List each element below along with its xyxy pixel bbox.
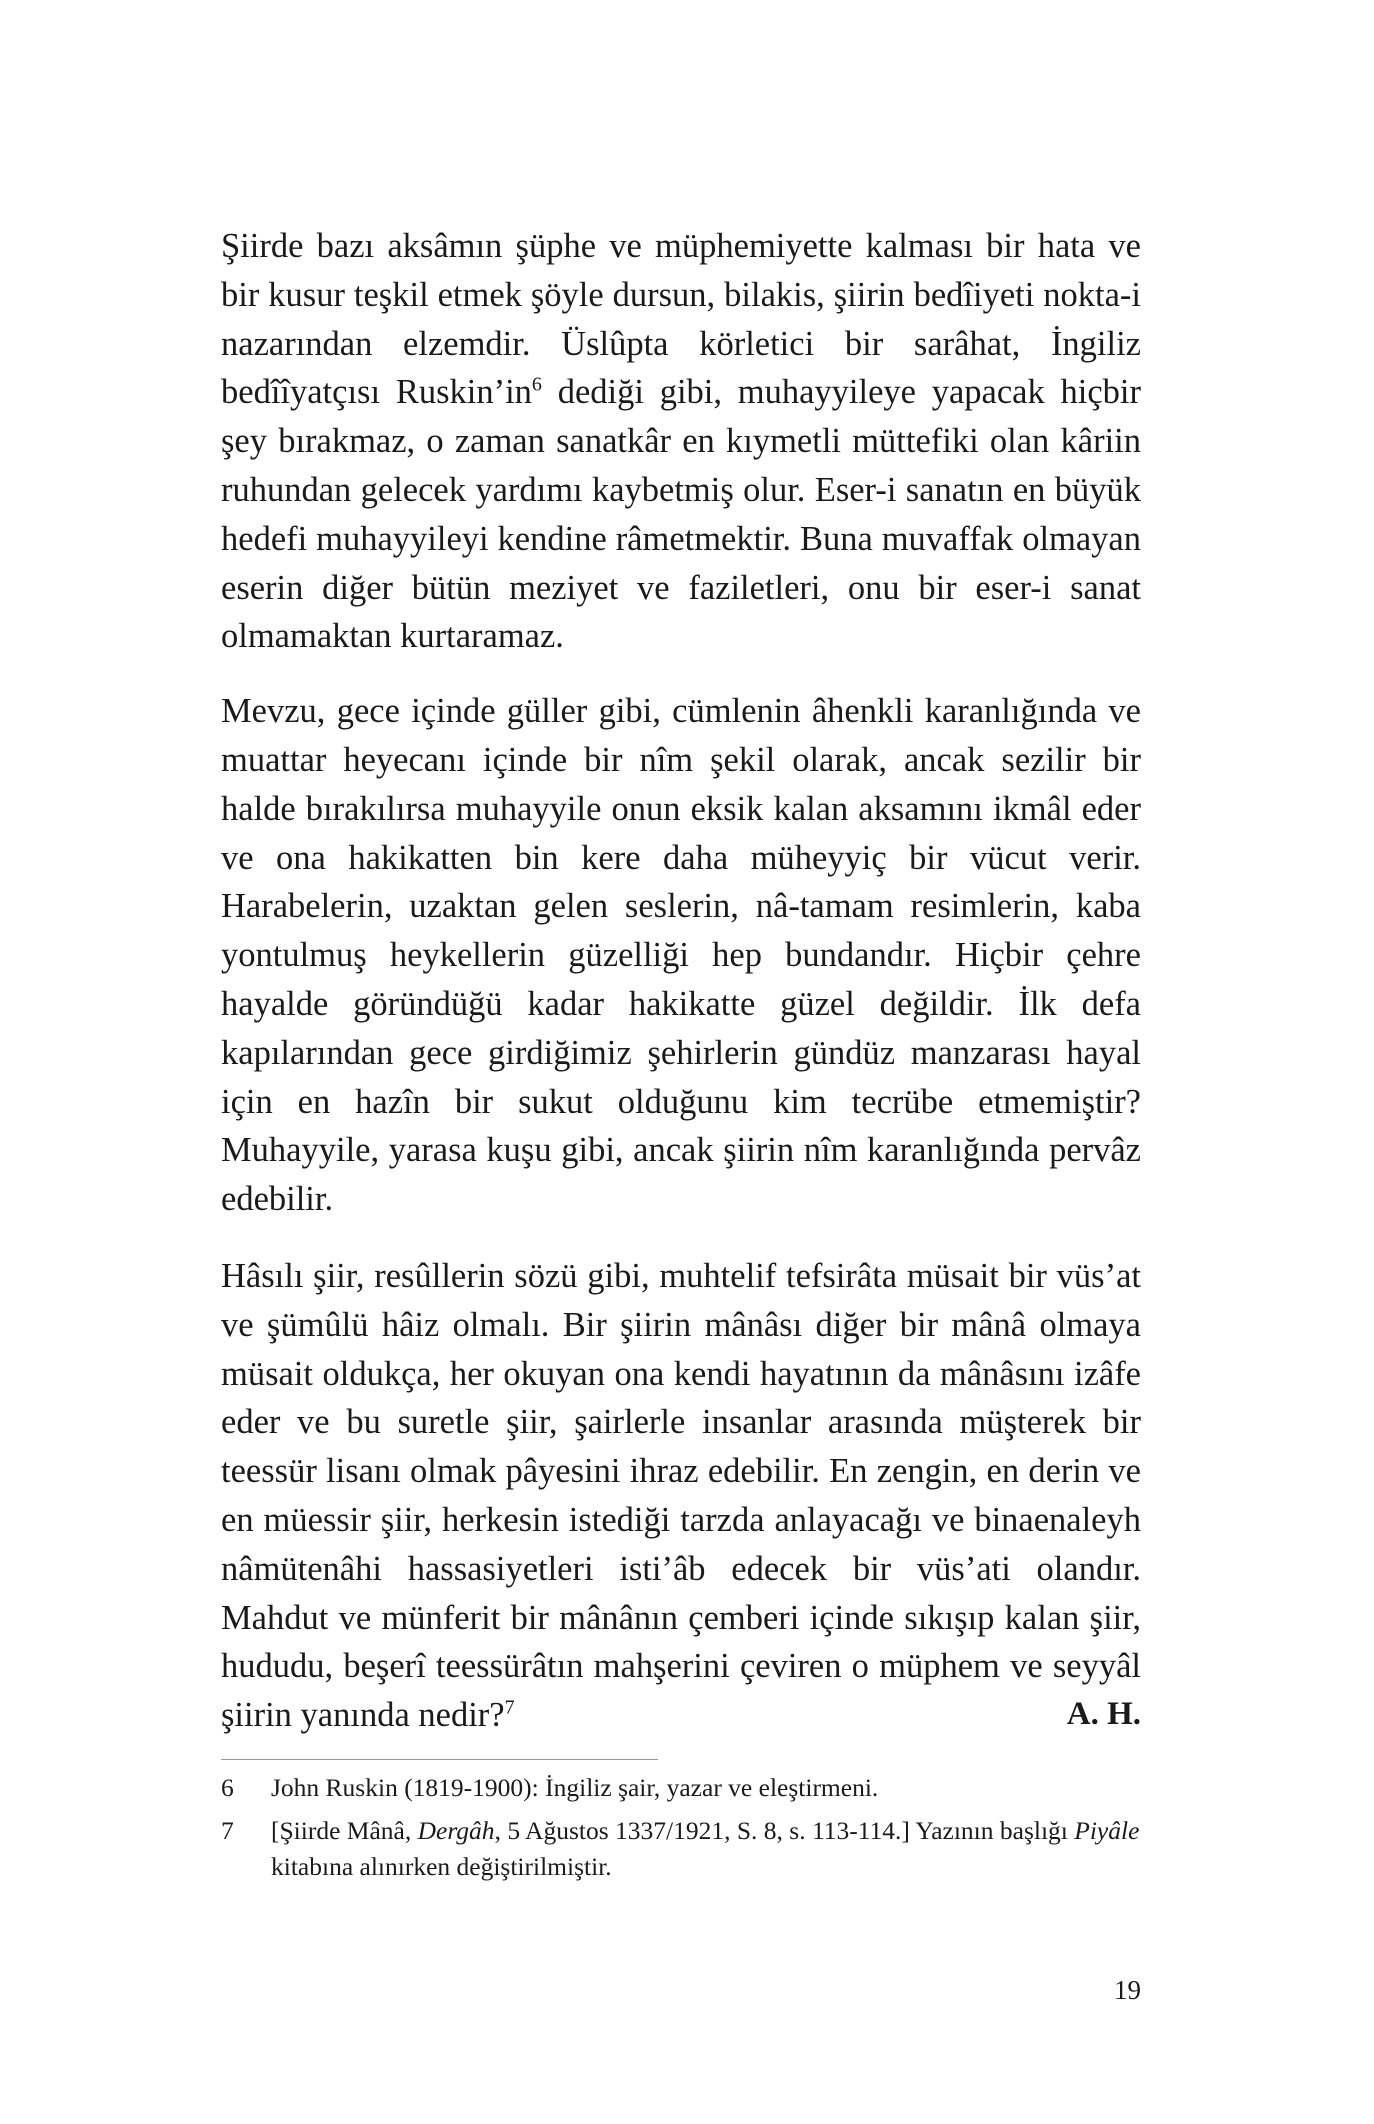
footnote-6 — [221, 1770, 1141, 1806]
footnote-number: 7 — [221, 1816, 234, 1845]
paragraph-text: Şiirde bazı aksâmın şüphe ve müphemiyette kalması bir hata ve bir kusur teşkil etmek şöyle dursun, bilakis, şiirin bedîiyeti nokta-i nazarından elzemdir. Üslûpta körletici bir sarâhat, İngiliz bedîîyatçısı Ruskin’in — [221, 227, 1141, 412]
paragraph-3 — [221, 1252, 1141, 1740]
footnote-number: 6 — [221, 1773, 234, 1802]
footnote-text: [Şiirde Mânâ, Dergâh, 5 Ağustos 1337/1921, S. 8, s. 113-114.] Yazının başlığı Piyâle kitabına alınırken değiştirilmiştir. — [271, 1816, 1140, 1881]
body-text — [221, 222, 1141, 1766]
footnote-text: John Ruskin (1819-1900): İngiliz şair, yazar ve eleştirmeni. — [271, 1773, 879, 1802]
footnote-ref-7[interactable]: 7 — [504, 1696, 515, 1719]
paragraph-text: Mevzu, gece içinde güller gibi, cümlenin âhenkli karanlığında ve muattar heyecanı içinde bir nîm şekil olarak, ancak sezilir bir halde bırakılırsa muhayyile onun eksik kalan aksamını ikmâl eder ve ona hakikatten bin kere daha müheyyiç bir vücut verir. Harabelerin, uzaktan gelen seslerin, nâ-tamam resimlerin, kaba yontulmuş heykellerin güzelliği hep bundandır. Hiçbir çehre hayalde göründüğü kadar hakikatte güzel değildir. İlk defa kapılarından gece girdiğimiz şehirlerin gündüz manzarası hayal için en hazîn bir sukut olduğunu kim tecrübe etmemiştir? Muhayyile, yarasa kuşu gibi, ancak şiirin nîm karanlığında pervâz edebilir. — [221, 692, 1141, 1219]
paragraph-1 — [221, 222, 1141, 661]
footnote-divider — [221, 1759, 658, 1760]
page-number: 19 — [1114, 1975, 1141, 2005]
footnotes — [221, 1770, 1141, 1892]
author-signature: A. H. — [1066, 1696, 1141, 1732]
paragraph-2 — [221, 687, 1141, 1224]
paragraph-text: Hâsılı şiir, resûllerin sözü gibi, muhtelif tefsirâta müsait bir vüs’at ve şümûlü hâiz olmalı. Bir şiirin mânâsı diğer bir mânâ olmaya müsait oldukça, her okuyan ona kendi hayatının da mânâsını izâfe eder ve bu suretle şiir, şairlerle insanlar arasında müşterek bir teessür lisanı olmak pâyesini ihraz edebilir. En zengin, en derin ve en müessir şiir, herkesin istediği tarzda anlayacağı ve binaenaleyh nâmütenâhi hassasiyetleri isti’âb edecek bir vüs’ati olandır. Mahdut ve münferit bir mânânın çemberi içinde sıkışıp kalan şiir, hududu, beşerî teessürâtın mahşerini çeviren o müphem ve seyyâl şiirin yanında nedir? — [221, 1256, 1141, 1735]
footnote-ref-6[interactable]: 6 — [531, 373, 542, 396]
journal-title: Dergâh — [417, 1816, 495, 1845]
footnote-7 — [221, 1813, 1141, 1885]
paragraph-text: dediği gibi, muhayyileye yapacak hiçbir şey bırakmaz, o zaman sanatkâr en kıymetli müttefiki olan kâriin ruhundan gelecek yardımı kaybetmiş olur. Eser-i sanatın en büyük hedefi muhayyileyi kendine râmetmektir. Buna muvaffak olmayan eserin diğer bütün meziyet ve faziletleri, onu bir eser-i sanat olmamaktan kurtaramaz. — [221, 373, 1141, 656]
book-title: Piyâle — [1074, 1816, 1140, 1845]
